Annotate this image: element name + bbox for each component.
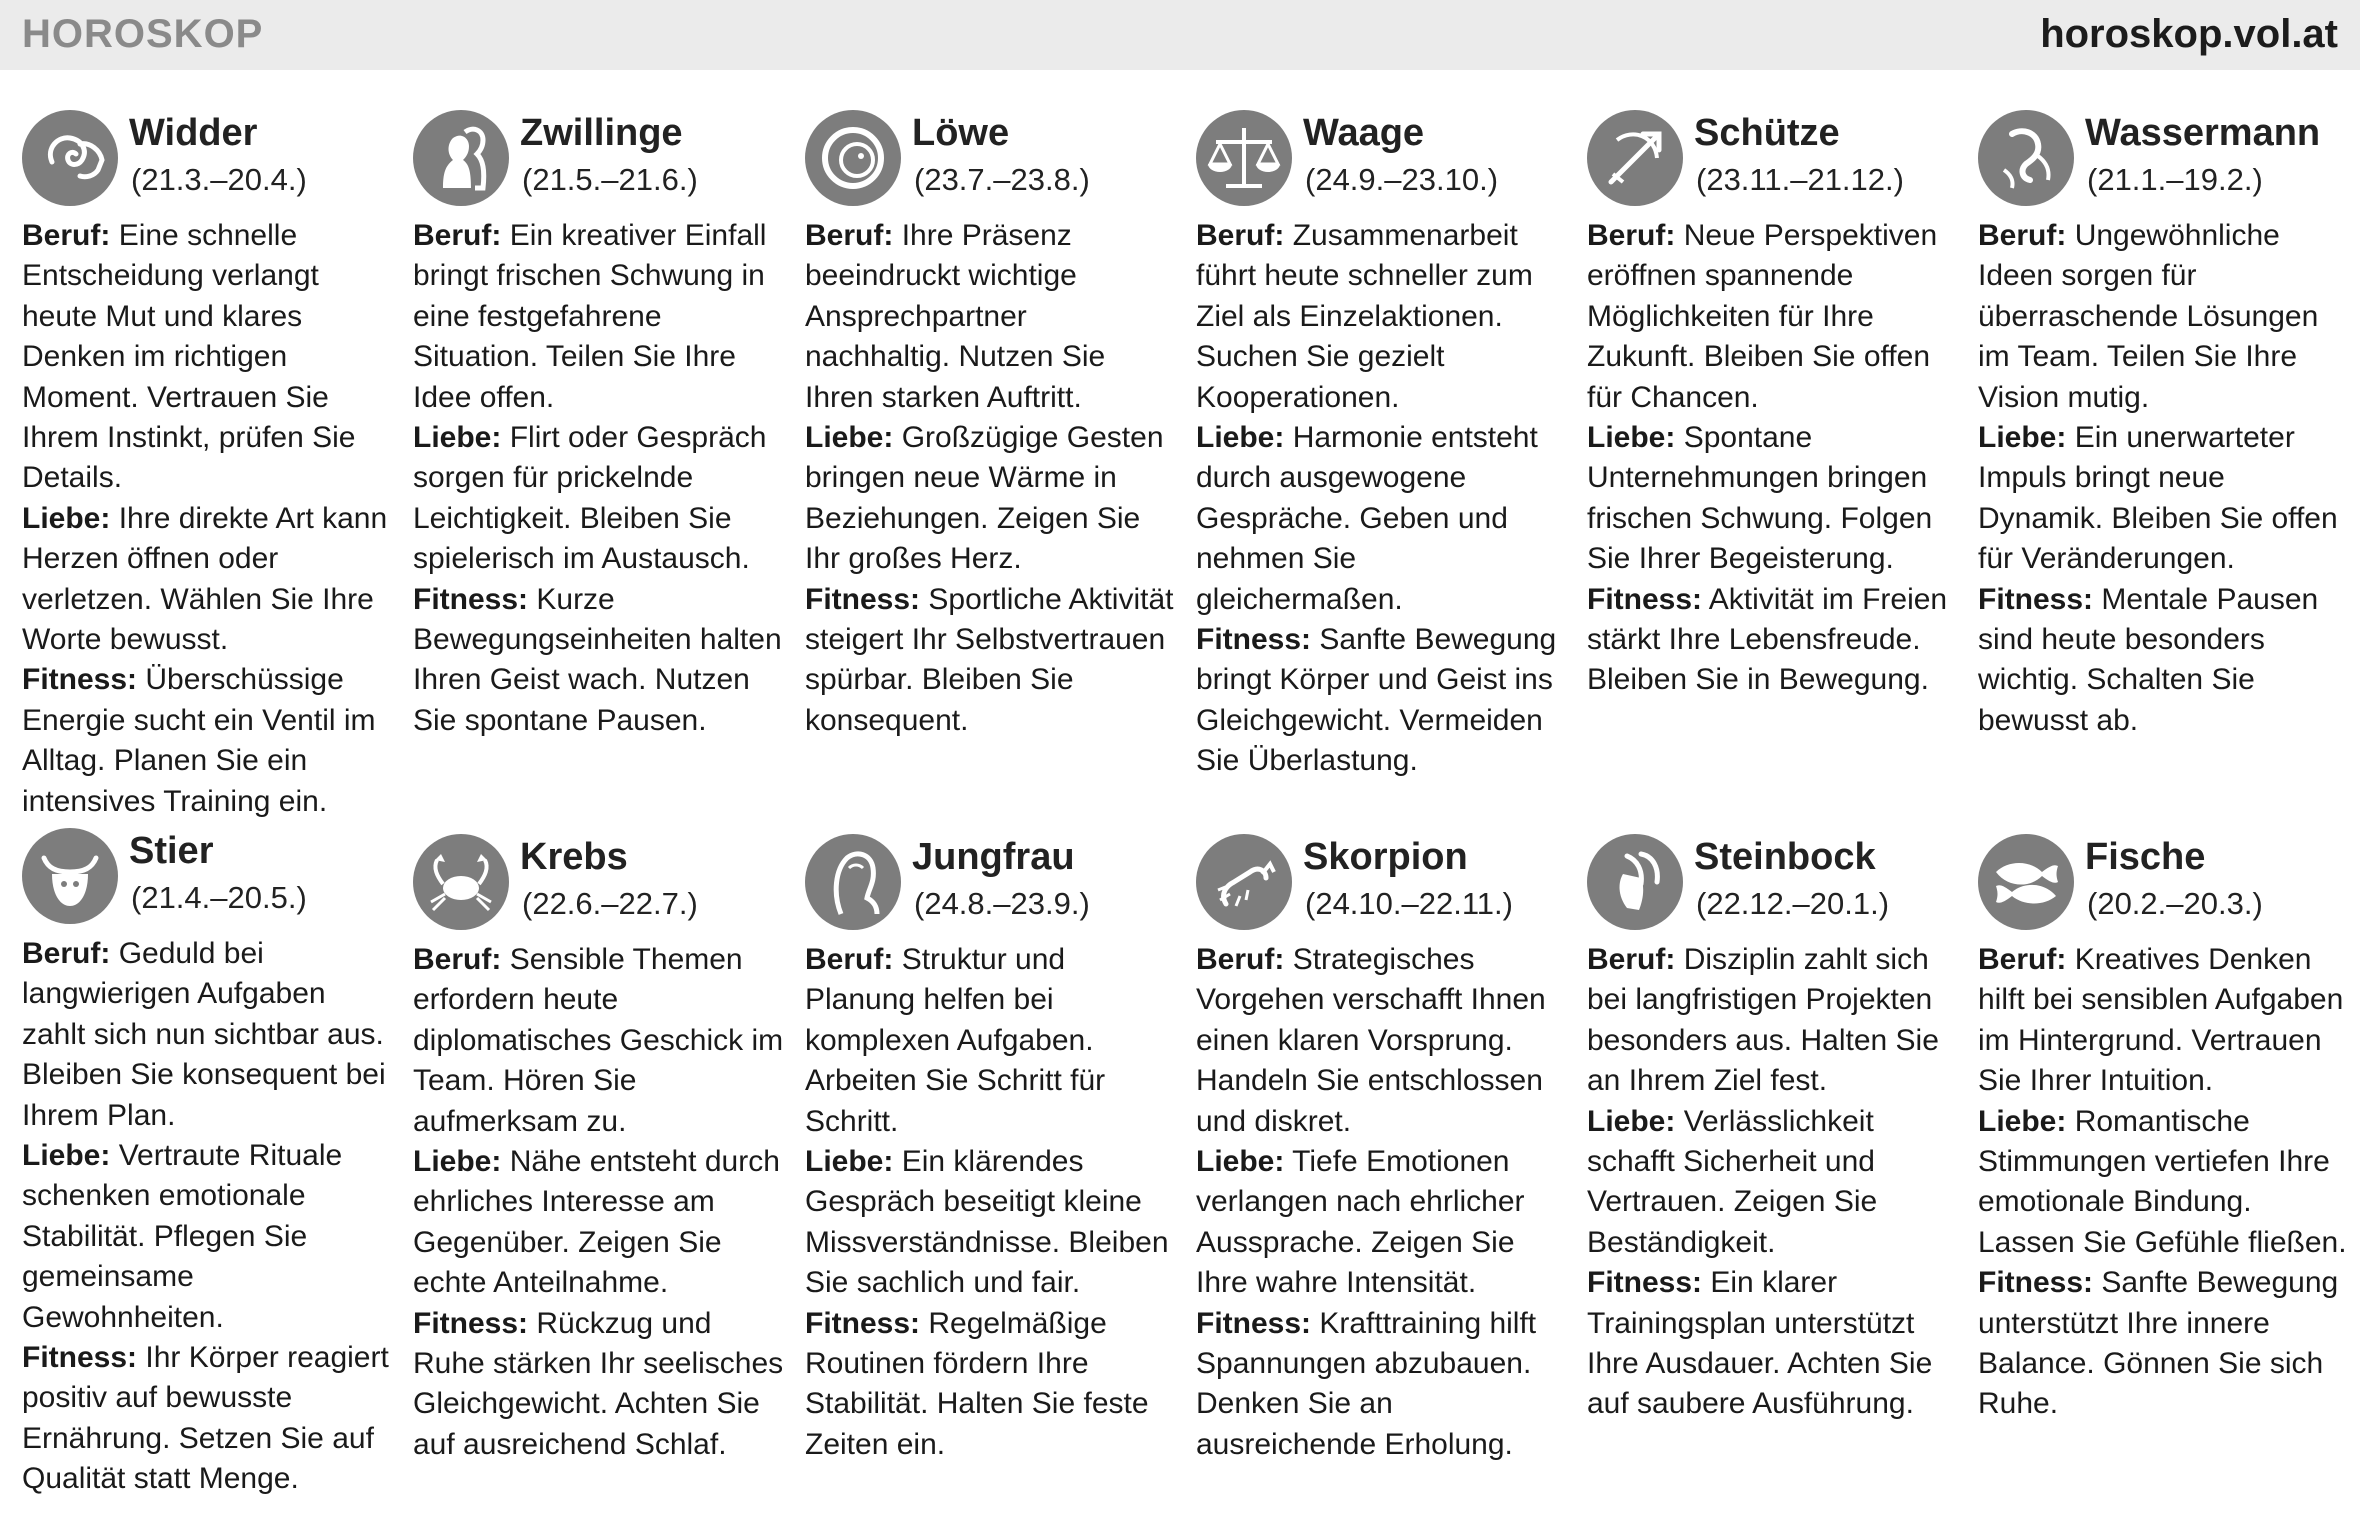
sign-name: Widder xyxy=(129,112,258,154)
sign-name: Jungfrau xyxy=(912,836,1075,878)
ram-icon xyxy=(22,110,118,206)
sign-dates: (21.4.–20.5.) xyxy=(131,880,307,915)
virgin-icon xyxy=(805,834,901,930)
sign-name: Skorpion xyxy=(1303,836,1468,878)
beruf-label: Beruf: xyxy=(805,219,894,252)
liebe-text: Tiefe Emotionen verlangen nach ehrlicher Aussprache. Zeigen Sie Ihre wahre Intensität. xyxy=(1196,1145,1525,1300)
beruf-text: Ein kreativer Einfall bringt frischen Schwung in eine festgefahrene Situation. Teilen Sie Ihre Idee offen. xyxy=(413,219,767,414)
beruf-label: Beruf: xyxy=(1587,943,1676,976)
liebe-paragraph xyxy=(413,1142,785,1304)
twins-icon xyxy=(413,110,509,206)
fitness-paragraph xyxy=(1978,1263,2350,1425)
fish-icon xyxy=(1978,834,2074,930)
fitness-paragraph xyxy=(1587,580,1959,701)
beruf-paragraph xyxy=(805,216,1177,418)
liebe-text: Ein klärendes Gespräch beseitigt kleine Missverständnisse. Bleiben Sie sachlich und fair. xyxy=(805,1145,1169,1300)
sign-dates: (22.12.–20.1.) xyxy=(1696,886,1890,921)
fitness-label: Fitness: xyxy=(1196,1306,1312,1340)
liebe-text: Harmonie entsteht durch ausgewogene Gespräche. Geben und nehmen Sie gleichermaßen. xyxy=(1196,421,1538,616)
sign-name: Fische xyxy=(2085,836,2206,878)
fitness-label: Fitness: xyxy=(413,582,529,616)
liebe-label: Liebe: xyxy=(1196,1145,1285,1179)
sign-dates: (24.8.–23.9.) xyxy=(914,886,1090,921)
fitness-text: Ein klarer Trainingsplan unterstützt Ihre Ausdauer. Achten Sie auf saubere Ausführung. xyxy=(1587,1266,1933,1421)
fitness-text: Aktivität im Freien stärkt Ihre Lebensfreude. Bleiben Sie in Bewegung. xyxy=(1587,582,1948,697)
sign-dates: (24.9.–23.10.) xyxy=(1305,162,1499,197)
beruf-text: Ihre Präsenz beeindruckt wichtige Ansprechpartner nachhaltig. Nutzen Sie Ihren starken Auftritt. xyxy=(805,219,1106,414)
sign-dates: (21.1.–19.2.) xyxy=(2087,162,2263,197)
fitness-paragraph xyxy=(805,580,1177,742)
fitness-text: Sportliche Aktivität steigert Ihr Selbstvertrauen spürbar. Bleiben Sie konsequent. xyxy=(805,582,1174,737)
beruf-paragraph xyxy=(1978,940,2350,1102)
sign-fische xyxy=(1978,834,2350,1425)
beruf-paragraph xyxy=(805,940,1177,1142)
liebe-paragraph xyxy=(805,1142,1177,1304)
beruf-label: Beruf: xyxy=(1978,219,2067,252)
fitness-label: Fitness: xyxy=(1196,623,1312,657)
sign-name: Waage xyxy=(1303,112,1425,154)
sign-skorpion xyxy=(1196,834,1568,1465)
fitness-paragraph xyxy=(1978,580,2350,742)
liebe-text: Nähe entsteht durch ehrliches Interesse am Gegenüber. Zeigen Sie echte Anteilnahme. xyxy=(413,1145,780,1300)
liebe-text: Vertraute Rituale schenken emotionale Stabilität. Pflegen Sie gemeinsame Gewohnheiten. xyxy=(22,1139,343,1334)
beruf-paragraph xyxy=(22,216,394,499)
goat-icon xyxy=(1587,834,1683,930)
liebe-label: Liebe: xyxy=(805,1145,894,1179)
sign-dates: (21.3.–20.4.) xyxy=(131,162,307,197)
beruf-paragraph xyxy=(1196,216,1568,418)
fitness-paragraph xyxy=(1196,1304,1568,1466)
fitness-paragraph xyxy=(413,580,785,742)
fitness-paragraph xyxy=(22,1338,394,1500)
sign-schuetze xyxy=(1587,110,1959,701)
liebe-label: Liebe: xyxy=(413,421,502,455)
liebe-text: Ein unerwarteter Impuls bringt neue Dynamik. Bleiben Sie offen für Veränderungen. xyxy=(1978,421,2338,576)
fitness-text: Rückzug und Ruhe stärken Ihr seelisches Gleichgewicht. Achten Sie auf ausreichend Schlaf. xyxy=(413,1306,784,1461)
sign-name: Stier xyxy=(129,830,214,872)
fitness-text: Kurze Bewegungseinheiten halten Ihren Geist wach. Nutzen Sie spontane Pausen. xyxy=(413,582,782,737)
liebe-text: Großzügige Gesten bringen neue Wärme in Beziehungen. Zeigen Sie Ihr großes Herz. xyxy=(805,421,1164,576)
liebe-text: Verlässlichkeit schafft Sicherheit und Vertrauen. Zeigen Sie Beständigkeit. xyxy=(1587,1104,1878,1259)
liebe-paragraph xyxy=(22,1136,394,1338)
beruf-label: Beruf: xyxy=(413,219,502,252)
beruf-text: Sensible Themen erfordern heute diplomatisches Geschick im Team. Hören Sie aufmerksam zu. xyxy=(413,943,784,1138)
beruf-label: Beruf: xyxy=(1587,219,1676,252)
fitness-paragraph xyxy=(22,660,394,822)
beruf-label: Beruf: xyxy=(22,937,111,970)
liebe-paragraph xyxy=(1587,418,1959,580)
beruf-label: Beruf: xyxy=(22,219,111,252)
sign-loewe xyxy=(805,110,1177,741)
liebe-paragraph xyxy=(413,418,785,580)
sign-dates: (23.7.–23.8.) xyxy=(914,162,1090,197)
crab-icon xyxy=(413,834,509,930)
fitness-label: Fitness: xyxy=(413,1306,529,1340)
beruf-text: Zusammenarbeit führt heute schneller zum Ziel als Einzelaktionen. Suchen Sie gezielt Kooperationen. xyxy=(1196,219,1533,414)
liebe-paragraph xyxy=(1587,1102,1959,1264)
sign-steinbock xyxy=(1587,834,1959,1425)
beruf-label: Beruf: xyxy=(1196,219,1285,252)
beruf-label: Beruf: xyxy=(1196,943,1285,976)
beruf-paragraph xyxy=(22,934,394,1136)
sign-jungfrau xyxy=(805,834,1177,1465)
liebe-paragraph xyxy=(805,418,1177,580)
sign-name: Schütze xyxy=(1694,112,1840,154)
beruf-text: Neue Perspektiven eröffnen spannende Möglichkeiten für Ihre Zukunft. Bleiben Sie offen für Chancen. xyxy=(1587,219,1938,414)
liebe-paragraph xyxy=(1978,1102,2350,1264)
liebe-paragraph xyxy=(1196,1142,1568,1304)
liebe-label: Liebe: xyxy=(1978,1104,2067,1138)
sign-wassermann xyxy=(1978,110,2350,741)
beruf-text: Eine schnelle Entscheidung verlangt heute Mut und klares Denken im richtigen Moment. Vertrauen Sie Ihrem Instinkt, prüfen Sie Details. xyxy=(22,219,356,495)
scales-icon xyxy=(1196,110,1292,206)
sign-zwillinge xyxy=(413,110,785,741)
liebe-text: Ihre direkte Art kann Herzen öffnen oder verletzen. Wählen Sie Ihre Worte bewusst. xyxy=(22,501,388,657)
beruf-text: Geduld bei langwierigen Aufgaben zahlt sich nun sichtbar aus. Bleiben Sie konsequent bei Ihrem Plan. xyxy=(22,937,386,1132)
sign-waage xyxy=(1196,110,1568,782)
fitness-text: Ihr Körper reagiert positiv auf bewusste Ernährung. Setzen Sie auf Qualität statt Menge. xyxy=(22,1341,389,1496)
fitness-text: Sanfte Bewegung bringt Körper und Geist ins Gleichgewicht. Vermeiden Sie Überlastung. xyxy=(1196,623,1557,778)
fitness-text: Sanfte Bewegung unterstützt Ihre innere Balance. Gönnen Sie sich Ruhe. xyxy=(1978,1266,2339,1421)
fitness-paragraph xyxy=(413,1304,785,1466)
fitness-label: Fitness: xyxy=(1978,582,2094,616)
liebe-paragraph xyxy=(22,499,394,661)
beruf-paragraph xyxy=(1587,216,1959,418)
page-header xyxy=(0,0,2360,70)
liebe-label: Liebe: xyxy=(22,501,111,535)
liebe-label: Liebe: xyxy=(1587,1104,1676,1138)
fitness-label: Fitness: xyxy=(1587,1266,1703,1300)
beruf-text: Kreatives Denken hilft bei sensiblen Aufgaben im Hintergrund. Vertrauen Sie Ihrer Intuition. xyxy=(1978,943,2344,1098)
fitness-label: Fitness: xyxy=(22,1341,138,1375)
sign-name: Wassermann xyxy=(2085,112,2321,154)
beruf-label: Beruf: xyxy=(1978,943,2067,976)
fitness-paragraph xyxy=(1196,620,1568,782)
sign-name: Krebs xyxy=(520,836,628,878)
lion-icon xyxy=(805,110,901,206)
scorpion-icon xyxy=(1196,834,1292,930)
liebe-text: Flirt oder Gespräch sorgen für prickelnde Leichtigkeit. Bleiben Sie spielerisch im Austausch. xyxy=(413,421,767,576)
water-bearer-icon xyxy=(1978,110,2074,206)
beruf-text: Struktur und Planung helfen bei komplexen Aufgaben. Arbeiten Sie Schritt für Schritt. xyxy=(805,943,1106,1138)
bull-icon xyxy=(22,828,118,924)
fitness-text: Überschüssige Energie sucht ein Ventil im Alltag. Planen Sie ein intensives Training ein. xyxy=(22,663,376,818)
page-title: HOROSKOP xyxy=(22,12,264,56)
liebe-label: Liebe: xyxy=(413,1145,502,1179)
sign-krebs xyxy=(413,834,785,1465)
beruf-paragraph xyxy=(413,940,785,1142)
liebe-label: Liebe: xyxy=(1196,421,1285,455)
liebe-label: Liebe: xyxy=(1587,421,1676,455)
liebe-label: Liebe: xyxy=(805,421,894,455)
beruf-paragraph xyxy=(413,216,785,418)
sign-dates: (21.5.–21.6.) xyxy=(522,162,698,197)
beruf-label: Beruf: xyxy=(805,943,894,976)
fitness-label: Fitness: xyxy=(1978,1266,2094,1300)
sign-widder xyxy=(22,110,394,822)
sign-stier xyxy=(22,828,394,1500)
fitness-text: Krafttraining hilft Spannungen abzubauen. Denken Sie an ausreichende Erholung. xyxy=(1196,1306,1537,1461)
fitness-label: Fitness: xyxy=(805,582,921,616)
sign-name: Löwe xyxy=(912,112,1010,154)
fitness-label: Fitness: xyxy=(22,663,138,697)
beruf-paragraph xyxy=(1978,216,2350,418)
fitness-text: Regelmäßige Routinen fördern Ihre Stabilität. Halten Sie feste Zeiten ein. xyxy=(805,1306,1149,1461)
fitness-text: Mentale Pausen sind heute besonders wichtig. Schalten Sie bewusst ab. xyxy=(1978,582,2319,737)
beruf-text: Strategisches Vorgehen verschafft Ihnen einen klaren Vorsprung. Handeln Sie entschlossen und diskret. xyxy=(1196,943,1546,1138)
liebe-paragraph xyxy=(1196,418,1568,620)
liebe-label: Liebe: xyxy=(22,1139,111,1173)
site-link[interactable]: horoskop.vol.at xyxy=(2040,12,2338,56)
fitness-label: Fitness: xyxy=(805,1306,921,1340)
liebe-text: Romantische Stimmungen vertiefen Ihre emotionale Bindung. Lassen Sie Gefühle fließen. xyxy=(1978,1104,2347,1259)
fitness-paragraph xyxy=(1587,1263,1959,1425)
sign-dates: (20.2.–20.3.) xyxy=(2087,886,2263,921)
beruf-text: Ungewöhnliche Ideen sorgen für überraschende Lösungen im Team. Teilen Sie Ihre Vision mutig. xyxy=(1978,219,2319,414)
liebe-text: Spontane Unternehmungen bringen frischen Schwung. Folgen Sie Ihrer Begeisterung. xyxy=(1587,421,1933,576)
fitness-paragraph xyxy=(805,1304,1177,1466)
fitness-label: Fitness: xyxy=(1587,582,1703,616)
sign-dates: (24.10.–22.11.) xyxy=(1305,886,1513,921)
liebe-label: Liebe: xyxy=(1978,421,2067,455)
beruf-paragraph xyxy=(1196,940,1568,1142)
sign-dates: (22.6.–22.7.) xyxy=(522,886,698,921)
sign-name: Steinbock xyxy=(1694,836,1876,878)
sign-dates: (23.11.–21.12.) xyxy=(1696,162,1904,197)
liebe-paragraph xyxy=(1978,418,2350,580)
sign-name: Zwillinge xyxy=(520,112,683,154)
beruf-label: Beruf: xyxy=(413,943,502,976)
archer-icon xyxy=(1587,110,1683,206)
beruf-paragraph xyxy=(1587,940,1959,1102)
beruf-text: Disziplin zahlt sich bei langfristigen Projekten besonders aus. Halten Sie an Ihrem Ziel fest. xyxy=(1587,943,1939,1098)
